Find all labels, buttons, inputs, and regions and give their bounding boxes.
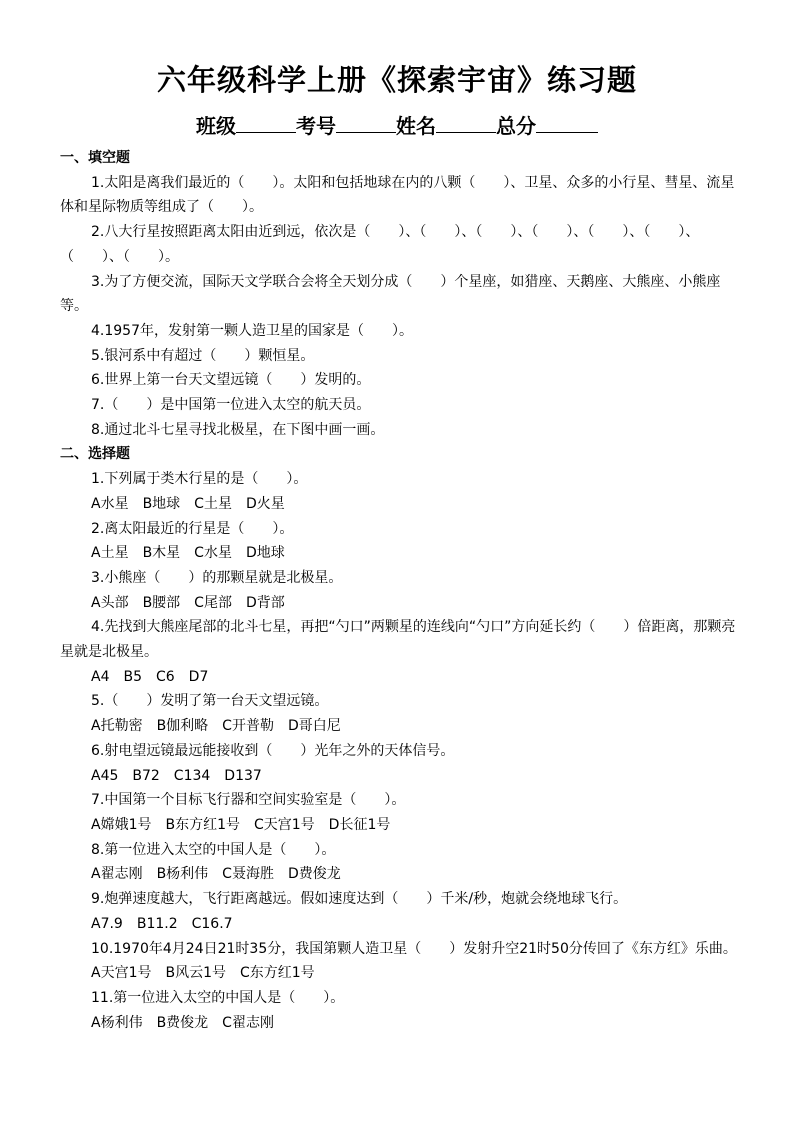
name-blank[interactable] xyxy=(436,112,496,133)
fill-question-3: 3.为了方便交流，国际天文学联合会将全天划分成（ ）个星座，如猎座、天鹅座、大熊座、小熊座等。 xyxy=(60,273,721,315)
choice-question-10: 10.1970年4月24日21时35分，我国第颗人造卫星（ ）发射升空21时50分传回了《东方红》乐曲。 xyxy=(91,940,737,957)
fill-question-5: 5.银河系中有超过（ ）颗恒星。 xyxy=(91,347,315,364)
score-label: 总分 xyxy=(496,114,536,138)
student-info-line xyxy=(0,112,794,139)
exam-no-blank[interactable] xyxy=(336,112,396,133)
choice-question-8: 8.第一位进入太空的中国人是（ ）。 xyxy=(91,841,336,858)
fill-question-8: 8.通过北斗七星寻找北极星，在下图中画一画。 xyxy=(91,421,385,438)
score-blank[interactable] xyxy=(536,112,598,133)
choice-question-2: 2.离太阳最近的行星是（ ）。 xyxy=(91,520,294,537)
choice-question-11: 11.第一位进入太空的中国人是（ ）。 xyxy=(91,989,345,1006)
choice-question-6: 6.射电望远镜最远能接收到（ ）光年之外的天体信号。 xyxy=(91,742,455,759)
choice-options-10: A天宫1号 B风云1号 C东方红1号 xyxy=(91,965,315,982)
fill-question-1: 1.太阳是离我们最近的（ ）。太阳和包括地球在内的八颗（ ）、卫星、众多的小行星、彗星、流星体和星际物质等组成了（ ）。 xyxy=(60,174,735,216)
choice-options-3: A头部 B腰部 C尾部 D背部 xyxy=(91,594,285,611)
section-heading-multiple-choice: 二、选择题 xyxy=(60,446,130,463)
class-label: 班级 xyxy=(196,114,236,138)
fill-question-7: 7.（ ）是中国第一位进入太空的航天员。 xyxy=(91,397,371,414)
fill-question-2: 2.八大行星按照距离太阳由近到远，依次是（ ）、（ ）、（ ）、（ ）、（ ）、（ ）、（ ）、（ ）。 xyxy=(60,224,700,265)
choice-question-7: 7.中国第一个目标飞行器和空间实验室是（ ）。 xyxy=(91,792,406,809)
exam-no-label: 考号 xyxy=(296,114,336,138)
name-label: 姓名 xyxy=(396,114,436,138)
choice-question-9: 9.炮弹速度越大，飞行距离越远。假如速度达到（ ）千米/秒，炮就会绕地球飞行。 xyxy=(91,891,628,908)
class-blank[interactable] xyxy=(236,112,296,133)
choice-options-7: A嫦娥1号 B东方红1号 C天宫1号 D长征1号 xyxy=(91,816,391,833)
page-title: 六年级科学上册《探索宇宙》练习题 xyxy=(156,63,637,97)
choice-options-4: A4 B5 C6 D7 xyxy=(91,668,209,685)
exercise-body xyxy=(60,146,740,1035)
fill-question-4: 4.1957年，发射第一颗人造卫星的国家是（ ）。 xyxy=(91,322,413,339)
choice-question-1: 1.下列属于类木行星的是（ ）。 xyxy=(91,471,308,488)
choice-options-9: A7.9 B11.2 C16.7 xyxy=(91,915,233,932)
choice-options-11: A杨利伟 B费俊龙 C翟志刚 xyxy=(91,1014,274,1031)
choice-options-6: A45 B72 C134 D137 xyxy=(91,767,262,784)
choice-options-2: A土星 B木星 C水星 D地球 xyxy=(91,545,285,562)
fill-question-6: 6.世界上第一台天文望远镜（ ）发明的。 xyxy=(91,372,371,389)
section-heading-fill-blank: 一、填空题 xyxy=(60,150,130,166)
choice-question-4: 4.先找到大熊座尾部的北斗七星，再把“勺口”两颗星的连线向“勺口”方向延长约（ ）倍距离，那颗亮星就是北极星。 xyxy=(60,619,736,661)
choice-question-5: 5.（ ）发明了第一台天文望远镜。 xyxy=(91,693,329,710)
choice-question-3: 3.小熊座（ ）的那颗星就是北极星。 xyxy=(91,569,343,586)
choice-options-1: A水星 B地球 C土星 D火星 xyxy=(91,495,285,512)
choice-options-5: A托勒密 B伽利略 C开普勒 D哥白尼 xyxy=(91,718,341,735)
choice-options-8: A翟志刚 B杨利伟 C聂海胜 D费俊龙 xyxy=(91,866,341,883)
